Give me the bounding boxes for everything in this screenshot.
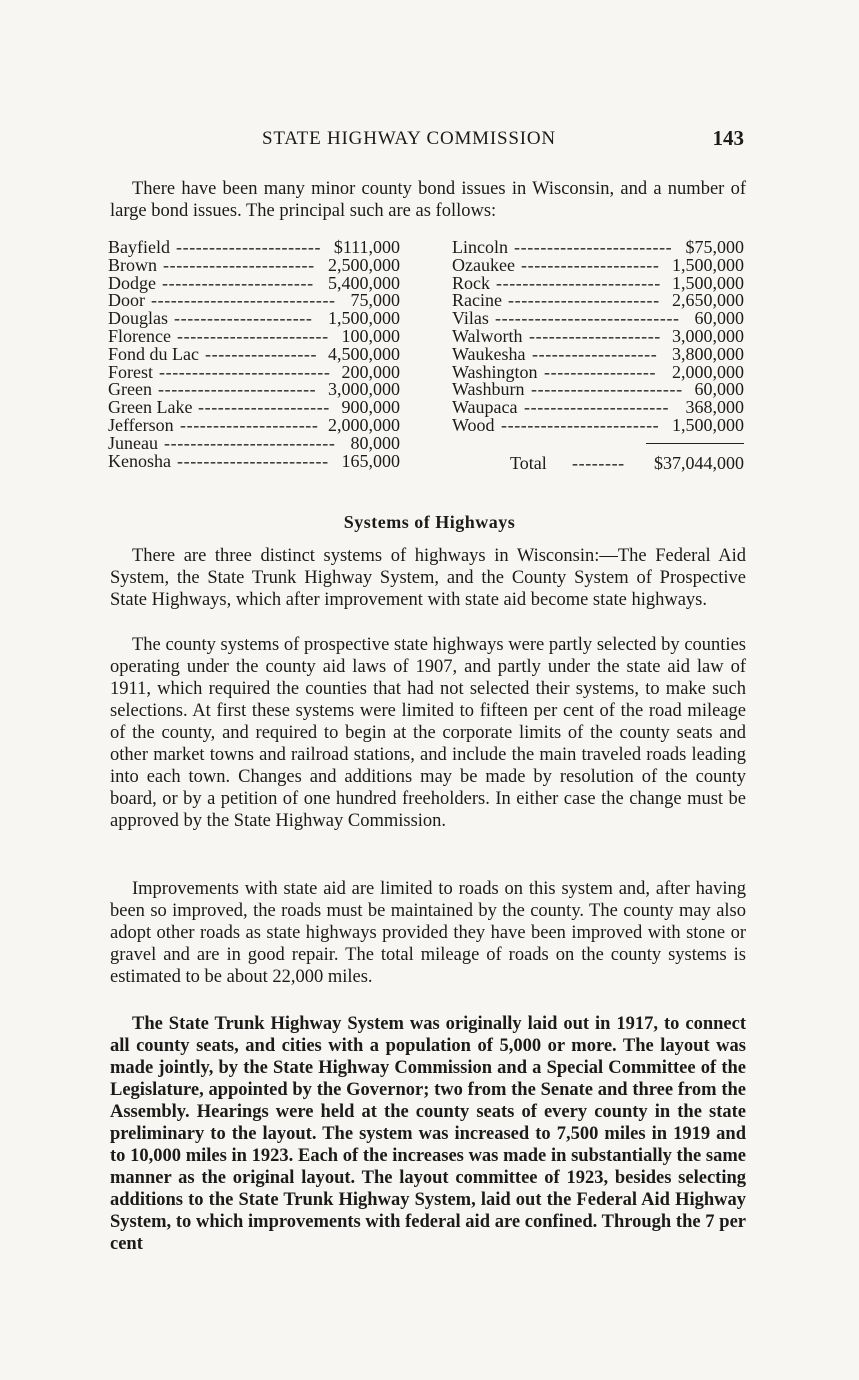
county-name: Walworth bbox=[452, 325, 523, 346]
dot-leader: --------------------- bbox=[521, 254, 660, 275]
county-name: Forest bbox=[108, 361, 153, 382]
bond-row bbox=[452, 345, 744, 363]
total-leader: -------- bbox=[572, 453, 625, 473]
bond-amount: 165,000 bbox=[341, 450, 400, 471]
total-rule bbox=[646, 443, 744, 444]
county-name: Kenosha bbox=[108, 450, 171, 471]
bond-row bbox=[108, 398, 400, 416]
body-paragraph-2: The county systems of prospective state highways were partly selected by counties operating under the county aid laws of 1907, and partly under the state aid law of 1911, which required the counties that had not selected their systems, to make such selections. At first these systems were limited to fifteen per cent of the road mileage of the county, and required to begin at the corporate limits of the county seats and other market towns and railroad stations, and include the main traveled roads leading into each town. Changes and additions may be made by resolution of the county board, or by a petition of one hundred freeholders. In either case the change must be approved by the State Highway Commission. bbox=[110, 635, 746, 831]
dot-leader: ----------------------- bbox=[508, 290, 660, 311]
dot-leader: ------------------------ bbox=[501, 414, 660, 435]
county-name: Washburn bbox=[452, 379, 525, 400]
bond-row bbox=[452, 363, 744, 381]
bond-amount: 4,500,000 bbox=[328, 343, 400, 364]
county-name: Racine bbox=[452, 290, 502, 311]
bond-row bbox=[108, 452, 400, 470]
running-head bbox=[108, 128, 748, 154]
county-name: Dodge bbox=[108, 272, 156, 293]
bond-row bbox=[108, 380, 400, 398]
dot-leader: ---------------------- bbox=[524, 397, 670, 418]
dot-leader: ------------------- bbox=[532, 343, 658, 364]
bond-amount: 5,400,000 bbox=[328, 272, 400, 293]
bond-amount: 1,500,000 bbox=[328, 308, 400, 329]
bond-amount: 368,000 bbox=[685, 397, 744, 418]
bond-amount: 2,650,000 bbox=[672, 290, 744, 311]
county-name: Door bbox=[108, 290, 145, 311]
dot-leader: ----------------- bbox=[205, 343, 318, 364]
dot-leader: ----------------------- bbox=[177, 450, 329, 471]
bond-row bbox=[452, 380, 744, 398]
bond-row bbox=[452, 291, 744, 309]
bond-row bbox=[452, 398, 744, 416]
bond-row bbox=[452, 256, 744, 274]
dot-leader: ------------------------ bbox=[158, 379, 317, 400]
bond-amount: 1,500,000 bbox=[672, 254, 744, 275]
bond-row bbox=[108, 309, 400, 327]
page-number: 143 bbox=[712, 126, 744, 150]
bond-amount: 75,000 bbox=[350, 290, 400, 311]
body-paragraph-1: There are three distinct systems of highways in Wisconsin:—The Federal Aid System, the State Trunk Highway System, and the County System of Prospective State Highways, which after improvement with state aid become state highways. bbox=[110, 546, 746, 610]
bond-row bbox=[108, 238, 400, 256]
total-row bbox=[452, 454, 744, 472]
bond-row bbox=[452, 238, 744, 256]
bond-list-right bbox=[452, 238, 744, 434]
county-name: Brown bbox=[108, 254, 157, 275]
county-name: Green Lake bbox=[108, 397, 193, 418]
county-name: Juneau bbox=[108, 432, 158, 453]
bond-amount: 2,000,000 bbox=[672, 361, 744, 382]
county-name: Vilas bbox=[452, 308, 489, 329]
bond-row bbox=[108, 291, 400, 309]
dot-leader: ----------------------- bbox=[163, 254, 315, 275]
body-paragraph-3: Improvements with state aid are limited to roads on this system and, after having been so improved, the roads must be maintained by the county. The county may also adopt other roads as state highways provided they have been improved with stone or gravel and are in good repair. The total mileage of roads on the county systems is estimated to be about 22,000 miles. bbox=[110, 879, 746, 987]
dot-leader: --------------------- bbox=[180, 414, 319, 435]
running-title: STATE HIGHWAY COMMISSION bbox=[262, 128, 556, 149]
bond-amount: 80,000 bbox=[350, 432, 400, 453]
county-name: Waukesha bbox=[452, 343, 526, 364]
bond-row bbox=[108, 327, 400, 345]
county-name: Douglas bbox=[108, 308, 168, 329]
dot-leader: -------------------- bbox=[198, 397, 330, 418]
county-name: Jefferson bbox=[108, 414, 174, 435]
dot-leader: ----------------------- bbox=[177, 325, 329, 346]
intro-paragraph: There have been many minor county bond issues in Wisconsin, and a number of large bond issues. The principal such are as follows: bbox=[110, 179, 746, 221]
bond-list-left bbox=[108, 238, 400, 469]
bond-amount: 1,500,000 bbox=[672, 414, 744, 435]
dot-leader: ----------------- bbox=[544, 361, 657, 382]
county-name: Waupaca bbox=[452, 397, 518, 418]
dot-leader: -------------------------- bbox=[159, 361, 331, 382]
bond-amount: 60,000 bbox=[694, 379, 744, 400]
dot-leader: -------------------- bbox=[529, 325, 661, 346]
county-name: Green bbox=[108, 379, 152, 400]
county-name: Fond du Lac bbox=[108, 343, 199, 364]
bond-amount: $75,000 bbox=[685, 237, 744, 257]
bond-row bbox=[108, 363, 400, 381]
bond-amount: 3,800,000 bbox=[672, 343, 744, 364]
dot-leader: ---------------------------- bbox=[495, 308, 680, 329]
bond-row bbox=[108, 434, 400, 452]
county-name: Rock bbox=[452, 272, 490, 293]
county-name: Florence bbox=[108, 325, 171, 346]
bond-amount: 60,000 bbox=[694, 308, 744, 329]
bond-amount: 100,000 bbox=[341, 325, 400, 346]
bond-row bbox=[452, 327, 744, 345]
bond-amount: 2,000,000 bbox=[328, 414, 400, 435]
county-name: Washington bbox=[452, 361, 538, 382]
county-name: Ozaukee bbox=[452, 254, 515, 275]
dot-leader: ------------------------ bbox=[514, 237, 673, 257]
bond-row bbox=[452, 309, 744, 327]
bond-amount: 1,500,000 bbox=[672, 272, 744, 293]
body-paragraph-4: The State Trunk Highway System was originally laid out in 1917, to connect all county seats, and cities with a population of 5,000 or more. The layout was made jointly, by the State Highway Commission and a Special Committee of the Legislature, appointed by the Governor; two from the Senate and three from the Assembly. Hearings were held at the county seats of every county in the state preliminary to the layout. The system was increased to 7,500 miles in 1919 and to 10,000 miles in 1923. Each of the increases was made in substantially the same manner as the original layout. The layout committee of 1923, besides selecting additions to the State Trunk Highway System, laid out the Federal Aid Highway System, to which improvements with federal aid are confined. Through the 7 per cent bbox=[110, 1014, 746, 1254]
county-name: Wood bbox=[452, 414, 495, 435]
dot-leader: ----------------------- bbox=[531, 379, 683, 400]
total-label: Total bbox=[510, 453, 547, 473]
bond-amount: 900,000 bbox=[341, 397, 400, 418]
total-amount: $37,044,000 bbox=[654, 453, 744, 473]
bond-amount: 3,000,000 bbox=[328, 379, 400, 400]
section-heading: Systems of Highways bbox=[343, 512, 516, 532]
bond-row bbox=[108, 274, 400, 292]
bond-row bbox=[108, 345, 400, 363]
dot-leader: --------------------- bbox=[174, 308, 313, 329]
bond-row bbox=[452, 274, 744, 292]
bond-amount: $111,000 bbox=[333, 237, 400, 257]
county-name: Lincoln bbox=[452, 237, 508, 257]
dot-leader: ----------------------- bbox=[162, 272, 314, 293]
bond-row bbox=[452, 416, 744, 434]
dot-leader: ---------------------------- bbox=[151, 290, 336, 311]
county-name: Bayfield bbox=[108, 237, 170, 257]
bond-amount: 200,000 bbox=[341, 361, 400, 382]
bond-amount: 2,500,000 bbox=[328, 254, 400, 275]
dot-leader: -------------------------- bbox=[164, 432, 336, 453]
bond-row bbox=[108, 256, 400, 274]
dot-leader: ---------------------- bbox=[176, 237, 322, 257]
bond-amount: 3,000,000 bbox=[672, 325, 744, 346]
bond-row bbox=[108, 416, 400, 434]
dot-leader: ------------------------- bbox=[496, 272, 661, 293]
